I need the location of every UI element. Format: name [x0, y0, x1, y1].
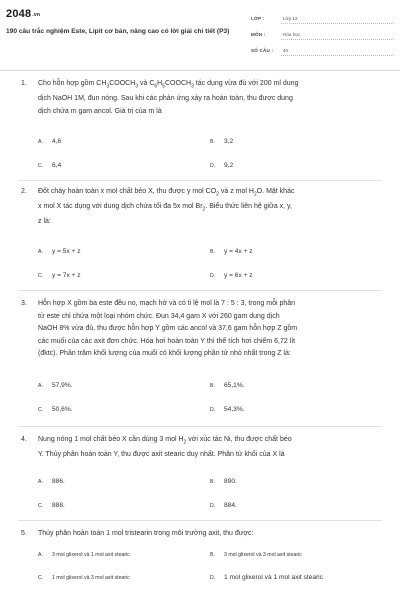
answer-option-a[interactable]: A. 4,6 — [38, 138, 62, 145]
answer-option-d[interactable]: D. 1 mol glixerol và 1 mol axit stearic — [210, 574, 323, 581]
logo-tld: .vn — [32, 12, 41, 18]
meta-row-count — [251, 44, 394, 60]
meta-panel — [251, 12, 394, 60]
question-number: 2. — [21, 188, 27, 195]
page-title: 190 câu trắc nghiệm Este, Lipit cơ bản, nâng cao có lời giải chi tiết (P3) — [6, 28, 230, 35]
meta-underline — [281, 39, 394, 40]
question-divider — [18, 426, 382, 427]
header-divider — [0, 70, 400, 71]
question-number: 5. — [21, 530, 27, 537]
meta-value: Lớp 12 — [283, 16, 298, 21]
question-number: 1. — [21, 80, 27, 87]
answer-option-b[interactable]: B. y = 4x + z — [210, 248, 253, 255]
answer-option-c[interactable]: C. 50,6%. — [38, 406, 73, 413]
meta-row-class — [251, 12, 394, 28]
question-text: Cho hỗn hợp gồm $CH_3COOCH_3$ và $C_6H_5COOCH_3$ tác dụng vừa đủ với 200 ml dung dịch NaOH 1M, đun nóng. Sau khi các phản ứng xảy ra hoàn toàn, thu được dung dịch chứa m gam ancol. Giá trị của m là — [38, 80, 299, 115]
meta-label: SỐ CÂU : — [251, 48, 274, 53]
answer-option-c[interactable]: C. y = 7x + z — [38, 272, 81, 279]
answer-option-c[interactable]: C. 6,4 — [38, 162, 62, 169]
answer-option-a[interactable]: A. y = 5x + z — [38, 248, 81, 255]
header — [0, 0, 400, 64]
question-text: Thủy phân hoàn toàn 1 mol tristearin trong môi trường axit, thu được: — [38, 530, 254, 537]
question-text: Đốt cháy hoàn toàn x mol chất béo X, thu được y mol $CO_2$ và z mol $H_2O$. Mặt khác x mol X tác dụng với dung dịch chứa tối đa 5x mol $Br_2$. Biểu thức liên hệ giữa x, y, z là: — [38, 188, 295, 225]
answer-option-b[interactable]: B. 65,1%. — [210, 382, 245, 389]
question-number: 3. — [21, 300, 27, 307]
question-text: Nung nóng 1 mol chất béo X cần dùng 3 mol $H_2$ với xúc tác Ni, thu được chất béo Y. Thủy phân hoàn toàn Y, thu được axit stearic duy nhất. Phân tử khối của X là — [38, 436, 292, 458]
question-number: 4. — [21, 436, 27, 443]
answer-option-a[interactable]: A. 57,9%. — [38, 382, 73, 389]
meta-underline — [281, 23, 394, 24]
answer-option-d[interactable]: D. 54,3%. — [210, 406, 245, 413]
meta-value: 40 — [283, 48, 289, 53]
question-divider — [18, 520, 382, 521]
answer-option-c[interactable]: C. 1 mol glixerol và 3 mol axit stearic — [38, 575, 130, 581]
answer-option-c[interactable]: C. 888. — [38, 502, 65, 509]
answer-option-b[interactable]: B. 890. — [210, 478, 237, 485]
question-divider — [18, 180, 382, 181]
answer-option-d[interactable]: D. y = 6x + z — [210, 272, 253, 279]
meta-value: Hóa học — [283, 32, 301, 37]
answer-option-b[interactable]: B. 3,2 — [210, 138, 234, 145]
answer-option-d[interactable]: D. 884. — [210, 502, 237, 509]
answer-option-b[interactable]: B. 3 mol glixerol và 3 mol axit stearic — [210, 552, 302, 558]
question-text: Hỗn hợp X gồm ba este đều no, mạch hở và có tỉ lệ mol là 7 : 5 : 3, trong mỗi phân tử este chỉ chứa một loại nhóm chức. Đun 34,4 gam X với 260 gam dung dịch NaOH 8% vừa đủ, thu được hỗn hợp Y gồm các ancol và 37,6 gam hỗn hợp Z gồm các muối của các axit đơn chức. Hóa hơi hoàn toàn Y thì thể tích hơi chiếm 6,72 lít (đktc). Phần trăm khối lượng của muối có khối lượng phân tử nhỏ nhất trong Z là: — [38, 300, 298, 358]
meta-underline — [281, 55, 394, 56]
site-logo[interactable] — [6, 8, 40, 20]
question-divider — [18, 290, 382, 291]
meta-row-subject — [251, 28, 394, 44]
logo-text: 2048 — [6, 8, 32, 20]
answer-option-a[interactable]: A. 886. — [38, 478, 65, 485]
meta-label: LỚP : — [251, 16, 265, 21]
answer-option-d[interactable]: D. 9,2 — [210, 162, 234, 169]
answer-option-a[interactable]: A. 3 mol glixerol và 1 mol axit stearic — [38, 552, 130, 558]
meta-label: MÔN : — [251, 32, 266, 37]
